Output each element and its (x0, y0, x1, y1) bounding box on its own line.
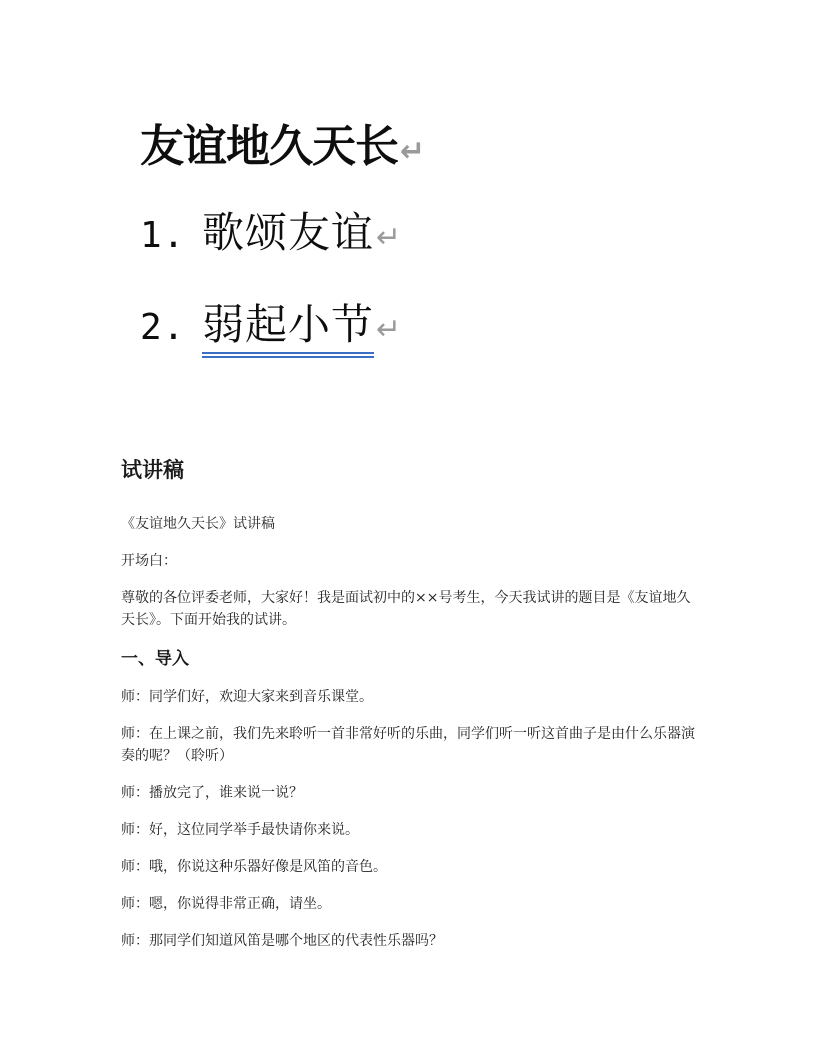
outline-title (140, 110, 424, 174)
return-mark-icon: ↵ (376, 312, 403, 347)
section-heading: 一、导入 (121, 649, 189, 669)
return-mark-icon: ↵ (400, 134, 425, 169)
document-body (121, 455, 701, 967)
outline-image (140, 110, 560, 370)
document-subtitle: 《友谊地久天长》试讲稿 (121, 516, 275, 532)
outline-item-1 (140, 200, 402, 260)
paragraph: 师：同学们好，欢迎大家来到音乐课堂。 (121, 689, 373, 705)
paragraph: 师：好，这位同学举手最快请你来说。 (121, 822, 359, 838)
outline-item-2 (140, 292, 402, 352)
opening-label: 开场白： (121, 553, 177, 569)
opening-paragraph: 尊敬的各位评委老师，大家好！我是面试初中的××号考生，今天我试讲的题目是《友谊地久天长》。下面开始我的试讲。 (121, 590, 691, 628)
outline-item-label: 歌颂友谊 (202, 208, 375, 257)
paragraph: 师：在上课之前，我们先来聆听一首非常好听的乐曲，同学们听一听这首曲子是由什么乐器演奏的呢？（聆听） (121, 726, 695, 764)
outline-title-text: 友谊地久天长 (140, 121, 398, 172)
return-mark-icon: ↵ (376, 220, 403, 255)
paragraph: 师：嗯，你说得非常正确，请坐。 (121, 896, 331, 912)
document-heading: 试讲稿 (121, 458, 184, 482)
paragraph: 师：那同学们知道风笛是哪个地区的代表性乐器吗？ (121, 933, 443, 949)
paragraph: 师：播放完了，谁来说一说？ (121, 785, 303, 801)
paragraph: 师：哦，你说这种乐器好像是风笛的音色。 (121, 859, 387, 875)
outline-item-number: 2. (140, 307, 186, 348)
outline-item-number: 1. (140, 215, 186, 256)
outline-item-label-underlined: 弱起小节 (202, 292, 374, 352)
